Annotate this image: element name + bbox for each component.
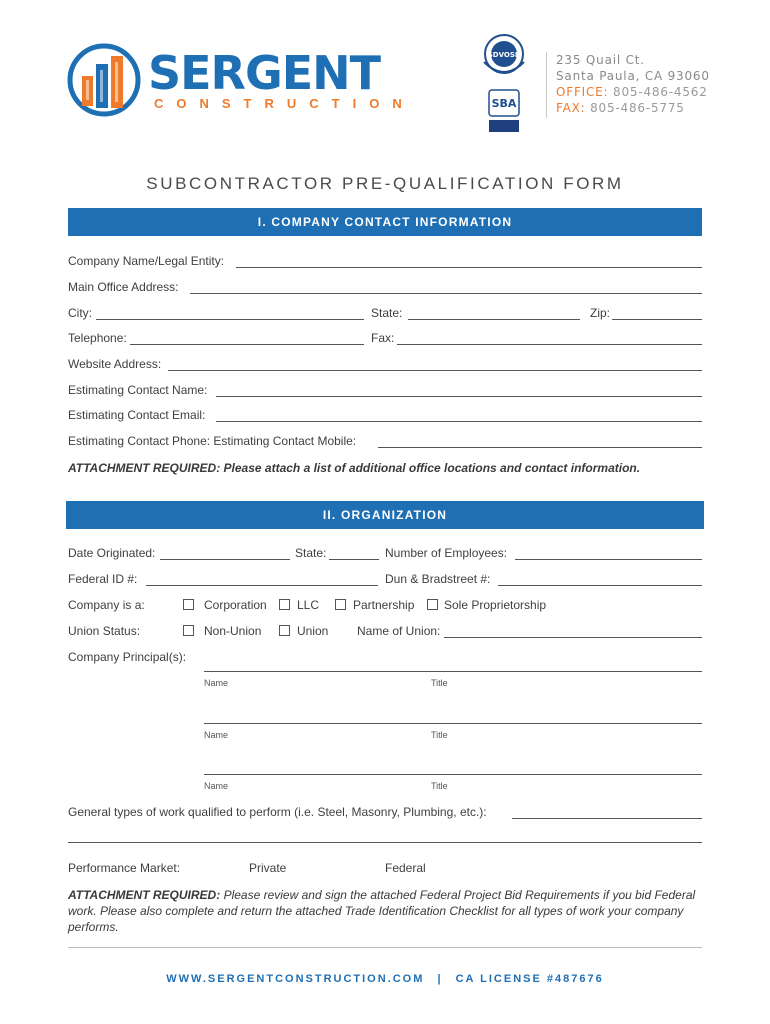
company-name-label: Company Name/Legal Entity: (68, 254, 225, 268)
section-2-attachment-note (68, 887, 704, 935)
date-originated-label: Date Originated: (68, 546, 156, 560)
telephone-field[interactable] (130, 344, 364, 345)
federal-id-label: Federal ID #: (68, 572, 138, 586)
website-label: Website Address: (68, 357, 162, 371)
federal-option[interactable]: Federal (385, 861, 426, 875)
principal-1-name-caption: Name (204, 678, 229, 688)
name-of-union-field[interactable] (444, 637, 702, 638)
principal-3-field[interactable] (204, 774, 702, 775)
sba-label: SBA (491, 97, 517, 110)
footer-website-link[interactable]: WWW.SERGENTCONSTRUCTION.COM (166, 973, 425, 985)
sole-proprietorship-label: Sole Proprietorship (444, 598, 547, 612)
partnership-checkbox[interactable] (335, 599, 346, 610)
sole-proprietorship-checkbox[interactable] (427, 599, 438, 610)
sba-logo-icon (486, 88, 522, 134)
city-label: City: (68, 306, 92, 320)
private-option[interactable]: Private (249, 861, 287, 875)
date-originated-field[interactable] (160, 559, 290, 560)
company-logo (66, 40, 446, 120)
attachment-required-label: ATTACHMENT REQUIRED: (68, 888, 221, 902)
main-office-field[interactable] (190, 293, 702, 294)
sdvosb-seal-icon (478, 32, 530, 80)
building-logo-icon (66, 40, 142, 120)
zip-field[interactable] (612, 319, 702, 320)
principal-1-field[interactable] (204, 671, 702, 672)
fax-label: Fax: (371, 331, 395, 345)
company-principals-label: Company Principal(s): (68, 650, 187, 664)
principal-3-name-caption: Name (204, 781, 229, 791)
general-work-label: General types of work qualified to perform (i.e. Steel, Masonry, Plumbing, etc.): (68, 805, 487, 819)
principal-3-title-caption: Title (431, 781, 448, 791)
corporation-checkbox[interactable] (183, 599, 194, 610)
office-phone (556, 84, 710, 100)
website-field[interactable] (168, 370, 702, 371)
form-title: SUBCONTRACTOR PRE-QUALIFICATION FORM (146, 174, 624, 193)
union-checkbox[interactable] (279, 625, 290, 636)
letterhead (0, 0, 770, 150)
principal-1-title-caption: Title (431, 678, 448, 688)
seal-label: SDVOSB (487, 51, 521, 59)
union-status-label: Union Status: (68, 624, 141, 638)
section-2-heading: II. ORGANIZATION (66, 501, 704, 529)
llc-checkbox[interactable] (279, 599, 290, 610)
footer-divider (68, 947, 702, 948)
corporation-label: Corporation (204, 598, 267, 612)
section-1-heading: I. COMPANY CONTACT INFORMATION (68, 208, 702, 236)
general-work-field-2[interactable] (68, 842, 702, 843)
section-1-attachment-note: ATTACHMENT REQUIRED: Please attach a list of additional office locations and contact information. (68, 461, 641, 475)
estimating-phone-field[interactable] (378, 447, 702, 448)
federal-id-field[interactable] (146, 585, 378, 586)
estimating-email-label: Estimating Contact Email: (68, 408, 206, 422)
estimating-name-field[interactable] (216, 396, 702, 397)
main-office-label: Main Office Address: (68, 280, 179, 294)
company-address (556, 52, 710, 116)
company-name-field[interactable] (236, 267, 702, 268)
office-label: OFFICE: (556, 85, 609, 99)
llc-label: LLC (297, 598, 320, 612)
state-field[interactable] (408, 319, 580, 320)
dun-bradstreet-label: Dun & Bradstreet #: (385, 572, 491, 586)
general-work-field[interactable] (512, 818, 702, 819)
org-state-field[interactable] (329, 559, 379, 560)
logo-wordmark: SERGENT (148, 46, 381, 100)
estimating-email-field[interactable] (216, 421, 702, 422)
address-line-2: Santa Paula, CA 93060 (556, 69, 710, 83)
principal-2-name-caption: Name (204, 730, 229, 740)
principal-2-field[interactable] (204, 723, 702, 724)
principal-2-title-caption: Title (431, 730, 448, 740)
estimating-phone-label: Estimating Contact Phone: Estimating Contact Mobile: (68, 434, 357, 448)
estimating-name-label: Estimating Contact Name: (68, 383, 208, 397)
org-state-label: State: (295, 546, 327, 560)
num-employees-label: Number of Employees: (385, 546, 508, 560)
city-field[interactable] (96, 319, 364, 320)
footer-license: CA LICENSE #487676 (455, 973, 604, 985)
performance-market-label: Performance Market: (68, 861, 181, 875)
company-is-label: Company is a: (68, 598, 145, 612)
state-label: State: (371, 306, 403, 320)
office-number: 805-486-4562 (613, 85, 708, 99)
union-label: Union (297, 624, 329, 638)
non-union-label: Non-Union (204, 624, 262, 638)
fax-field[interactable] (397, 344, 702, 345)
partnership-label: Partnership (353, 598, 415, 612)
footer-separator: | (437, 973, 443, 985)
header-divider (546, 52, 547, 118)
telephone-label: Telephone: (68, 331, 127, 345)
non-union-checkbox[interactable] (183, 625, 194, 636)
num-employees-field[interactable] (515, 559, 702, 560)
address-line-1: 235 Quail Ct. (556, 53, 645, 67)
attachment-required-text: Please review and sign the attached Federal Project Bid Requirements if you bid Federal work. Please also complete and return the attached Trade Identification Checklist for all types of work your company performs. (68, 888, 696, 934)
dun-bradstreet-field[interactable] (498, 585, 702, 586)
footer (0, 973, 770, 985)
logo-subtitle: CONSTRUCTION (154, 96, 415, 111)
zip-label: Zip: (590, 306, 611, 320)
fax-number: 805-486-5775 (590, 101, 685, 115)
fax-label: FAX: (556, 101, 586, 115)
fax-phone (556, 100, 710, 116)
name-of-union-label: Name of Union: (357, 624, 441, 638)
